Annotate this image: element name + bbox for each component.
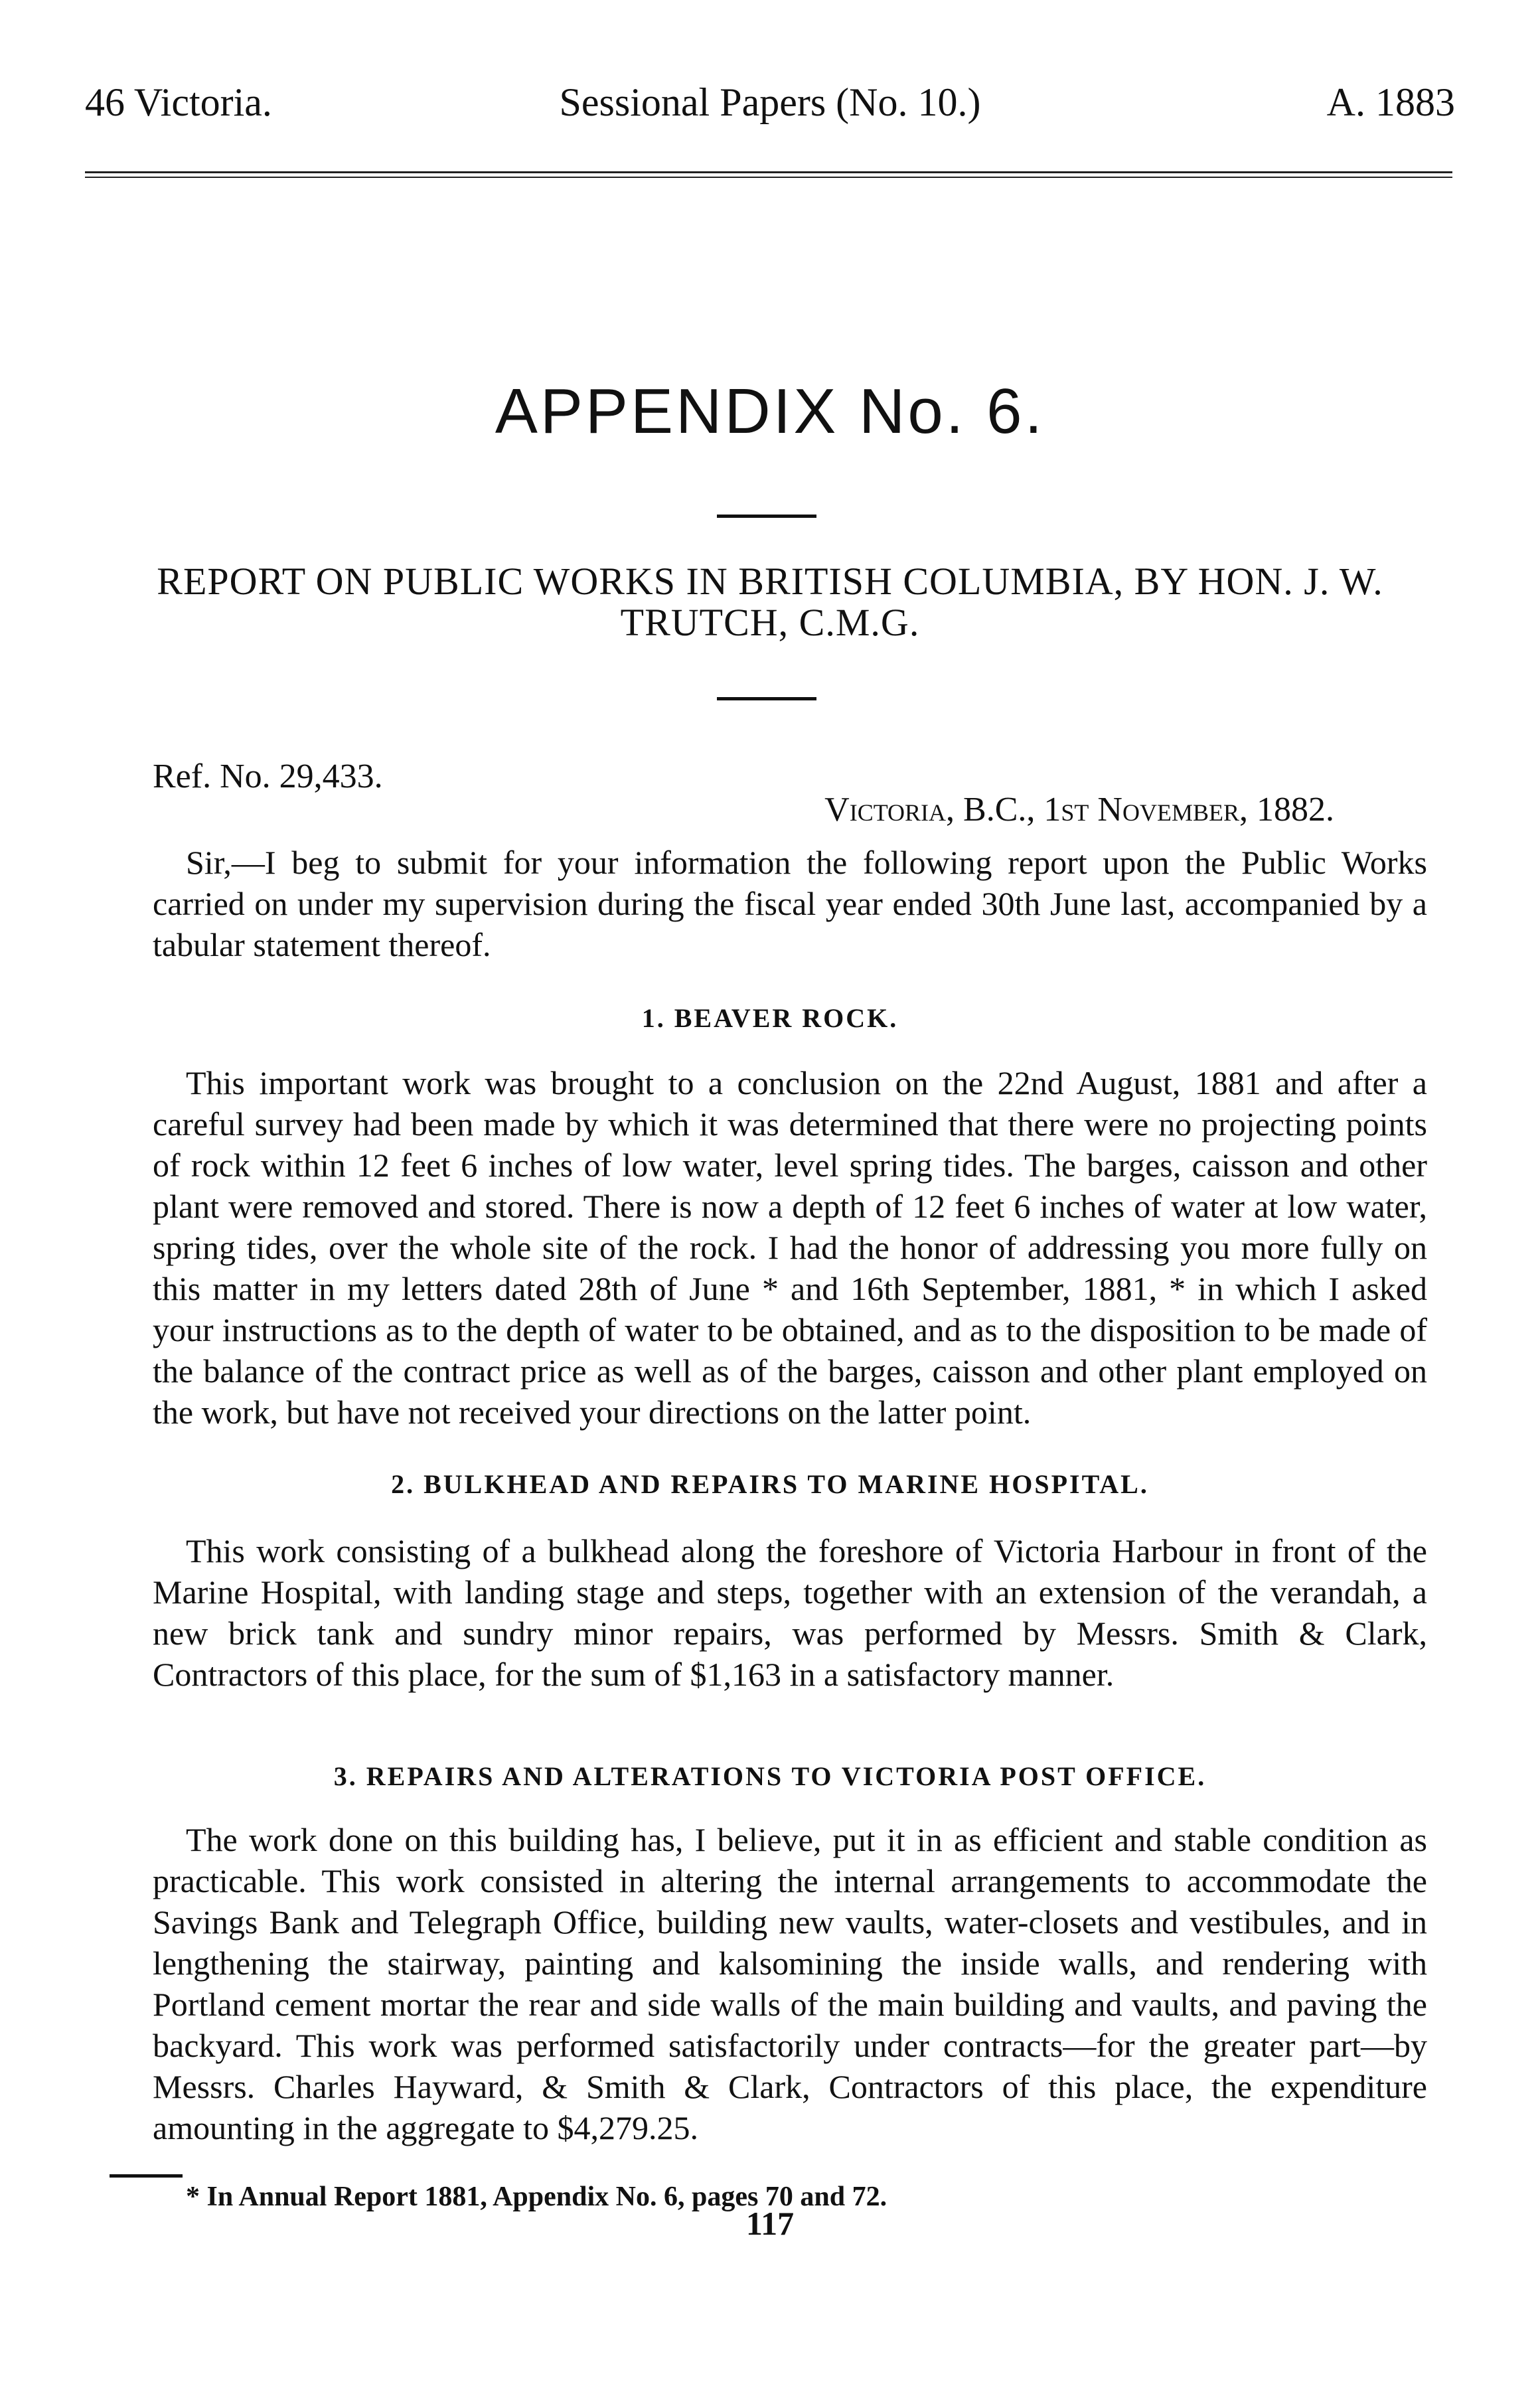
section-body-post-office: The work done on this building has, I believe, put it in as efficient and stable condition as practicable. This work consisted in altering the internal arrangements to accommodate the Savings Bank and Telegraph Office, building new vaults, water-closets and vestibules, and in lengthening the stairway, painting and kalsomining the inside walls, and rendering with Portland cement mortar the rear and side walls of the main building and vaults, and paving the backyard. This work was performed satisfactorily under contracts—for the greater part—by Messrs. Charles Hayward, & Smith & Clark, Contractors of this place, the expenditure amounting in the aggregate to $4,279.25. [153, 1821, 1427, 2146]
header-year: A. 1883 [1326, 80, 1455, 124]
reference-number: Ref. No. 29,433. [153, 758, 383, 795]
footnote-rule [110, 2174, 183, 2178]
page-number: 117 [745, 2205, 795, 2242]
section-body-marine-hospital: This work consisting of a bulkhead along the foreshore of Victoria Harbour in front of the Marine Hospital, with landing stage and steps, together with an extension of the verandah, a new brick tank and sundry minor repairs, was performed by Messrs. Smith & Clark, Contractors of this place, for the sum of $1,163 in a satisfactory manner. [153, 1532, 1427, 1693]
title-divider [717, 515, 816, 518]
section-heading-post-office: 3. REPAIRS AND ALTERATIONS TO VICTORIA POST OFFICE. [333, 1761, 1207, 1791]
footnote: * In Annual Report 1881, Appendix No. 6, pages 70 and 72. [186, 2182, 887, 2212]
salutation-paragraph: Sir,—I beg to submit for your information the following report upon the Public Works carried on under my supervision during the fiscal year ended 30th June last, accompanied by a tabular statement thereof. [153, 844, 1427, 963]
header-series-title: Sessional Papers (No. 10.) [559, 80, 981, 124]
running-header [85, 80, 1455, 139]
section-body-beaver-rock: This important work was brought to a conclusion on the 22nd August, 1881 and after a careful survey had been made by which it was determined that there were no projecting points of rock within 12 feet 6 inches of low water, level spring tides. The barges, caisson and other plant were removed and stored. There is now a depth of 12 feet 6 inches of water at low water, spring tides, over the whole site of the rock. I had the honor of addressing you more fully on this matter in my letters dated 28th of June * and 16th September, 1881, * in which I asked your instructions as to the depth of water to be obtained, and as to the disposition to be made of the balance of the contract price as well as of the barges, caisson and other plant employed on the work, but have not received your directions on the latter point. [153, 1064, 1427, 1431]
report-title: REPORT ON PUBLIC WORKS IN BRITISH COLUMBIA, BY HON. J. W. TRUTCH, C.M.G. [157, 560, 1383, 644]
header-rule [85, 171, 1452, 173]
section-heading-beaver-rock: 1. BEAVER ROCK. [641, 1003, 899, 1033]
subtitle-divider [717, 697, 816, 700]
dateline: Victoria, B.C., 1st November, 1882. [824, 791, 1334, 829]
header-volume: 46 Victoria. [85, 80, 272, 124]
header-rule-thin [85, 177, 1452, 178]
section-heading-marine-hospital: 2. BULKHEAD AND REPAIRS TO MARINE HOSPITAL. [391, 1469, 1149, 1499]
appendix-title: APPENDIX No. 6. [495, 376, 1045, 447]
